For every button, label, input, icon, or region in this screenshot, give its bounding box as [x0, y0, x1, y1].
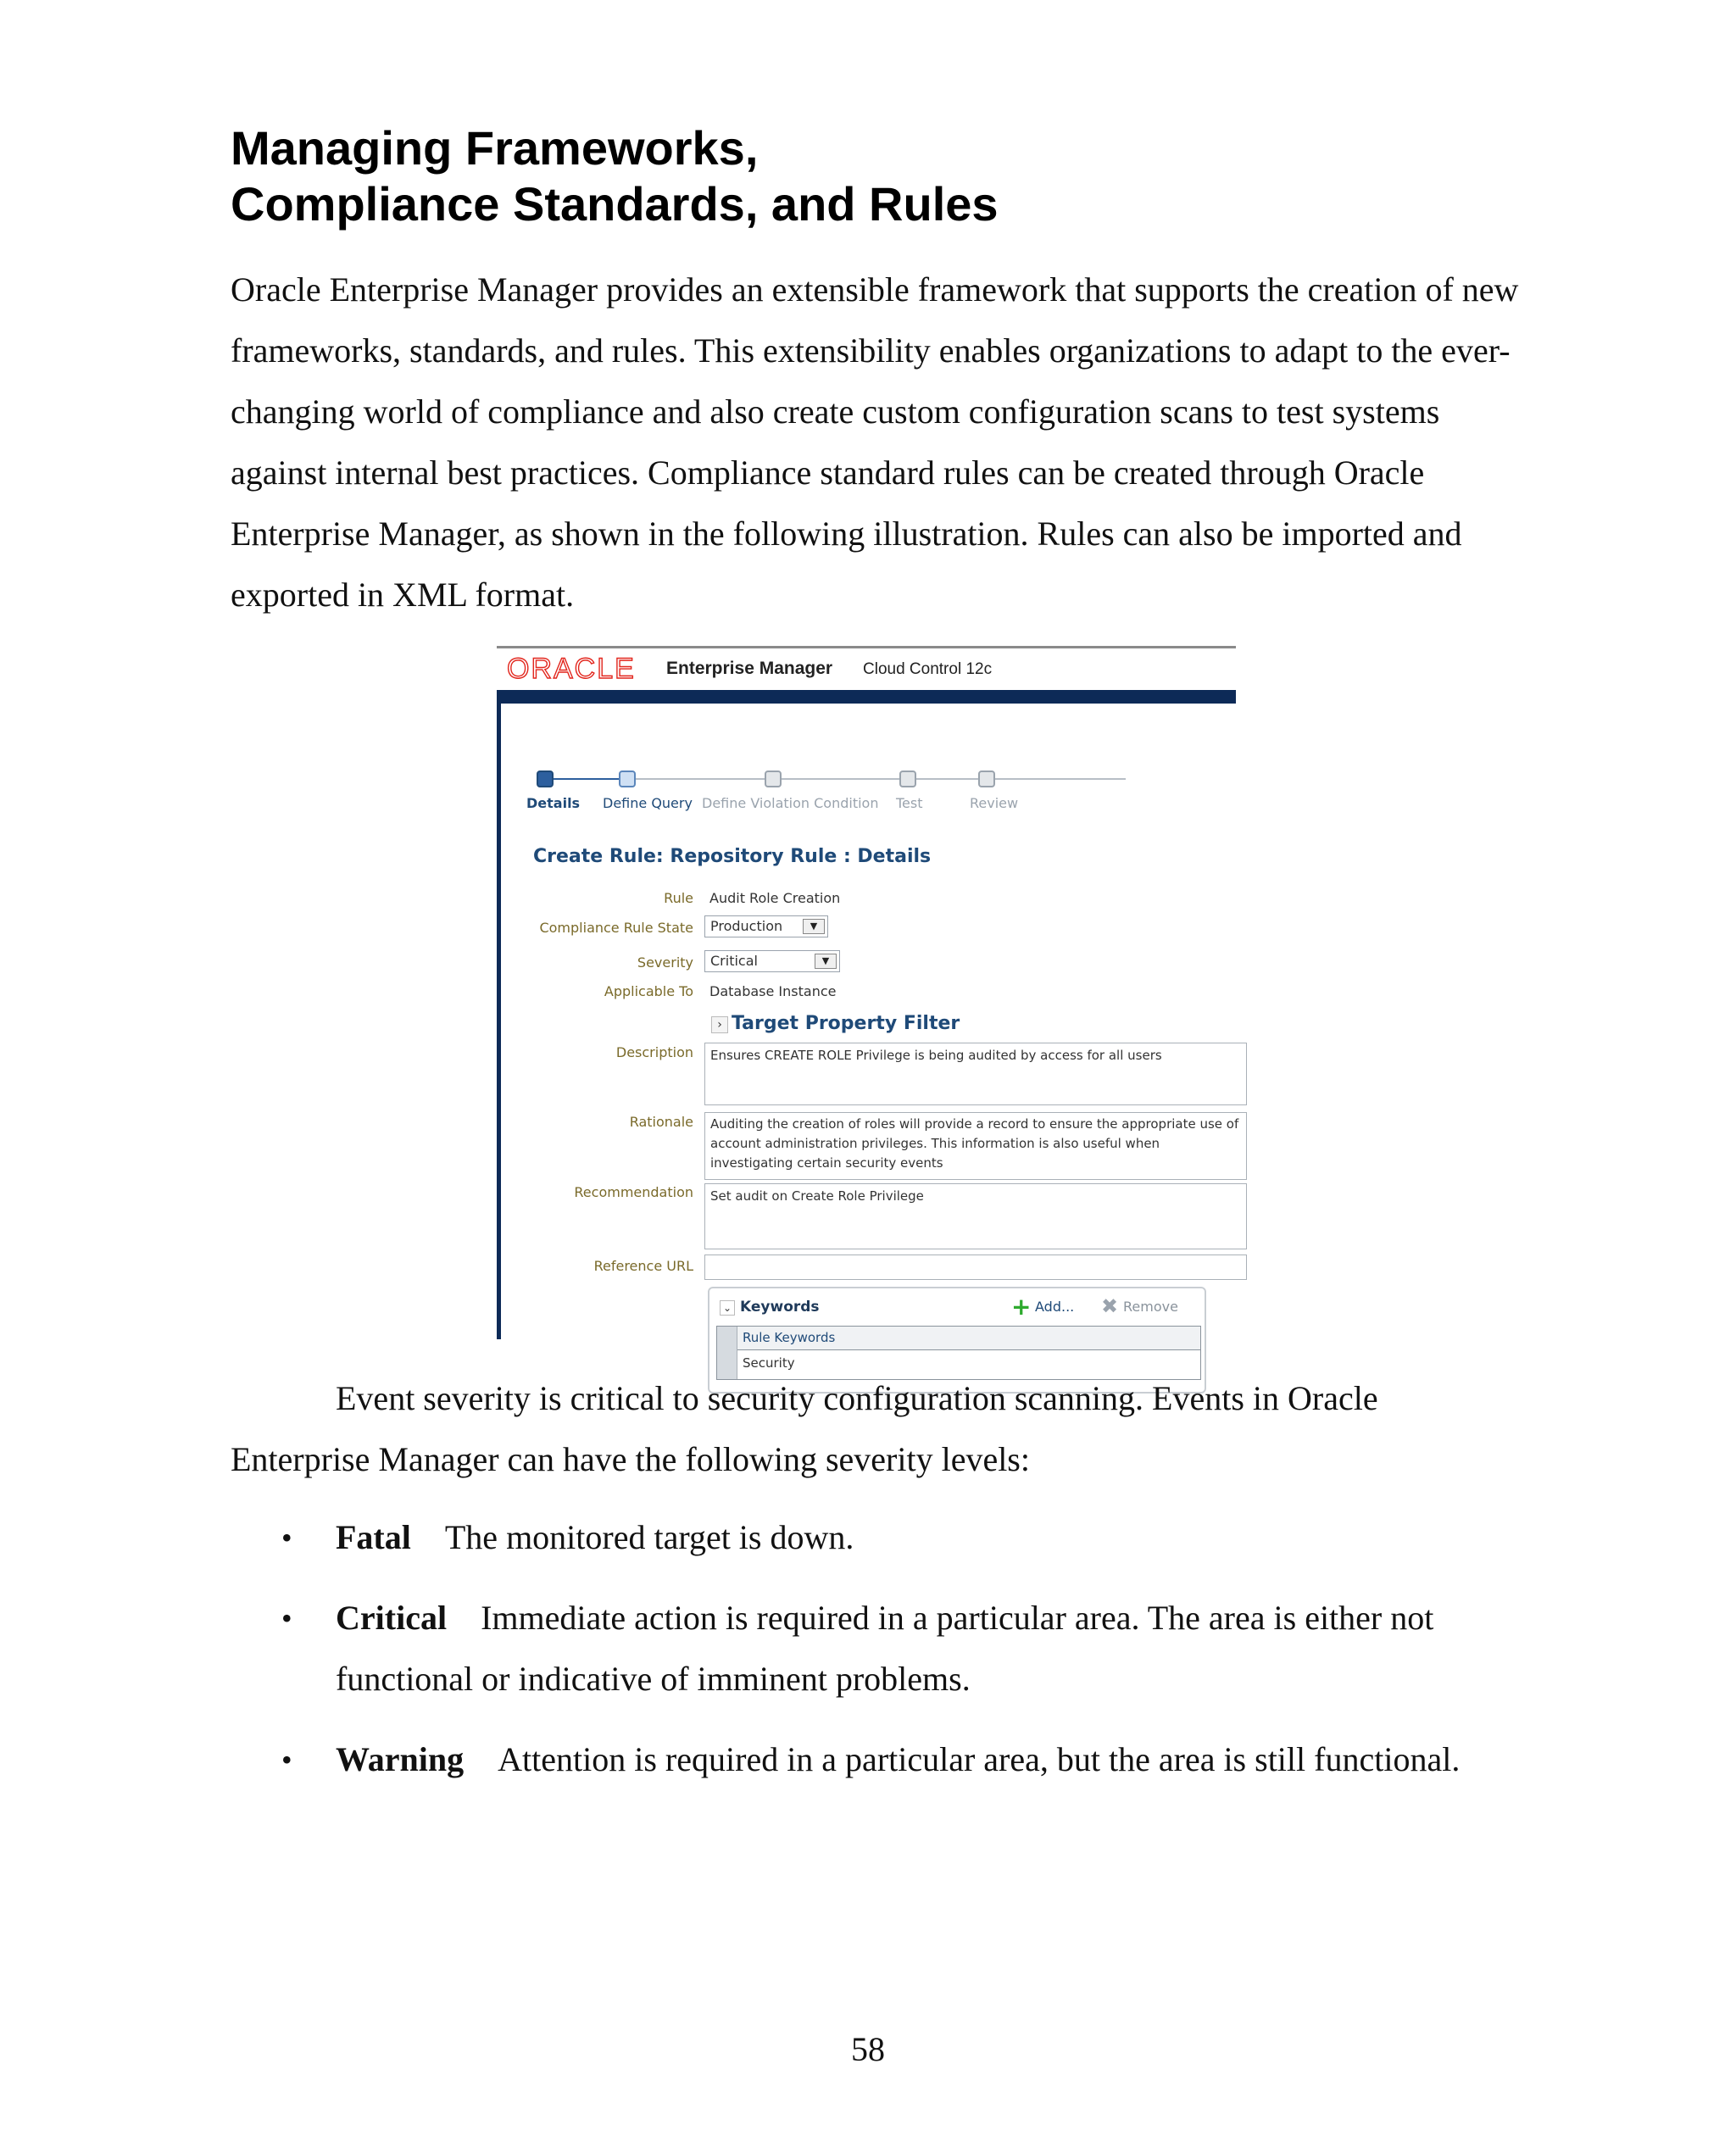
train-step-review-node[interactable]	[978, 771, 995, 787]
severity-intro-paragraph	[231, 1368, 1519, 1490]
severity-term: Fatal	[336, 1518, 411, 1556]
page-number: 58	[851, 2030, 885, 2068]
train-line-active	[548, 778, 626, 780]
severity-select[interactable]	[704, 950, 840, 972]
train-step-details-node[interactable]	[537, 771, 554, 787]
state-select-value: Production	[710, 918, 783, 934]
intro-paragraph: Oracle Enterprise Manager provides an extensible framework that supports the creation of new frameworks, standards, and rules. This extensibility enables organizations to adapt to the ever-changing world of compliance and also create custom configuration scans to test systems against internal best practices. Compliance standard rules can be created through Oracle Enterprise Manager, as shown in the following illustration. Rules can also be imported and exported in XML format.	[231, 270, 1519, 614]
state-select[interactable]	[704, 915, 828, 937]
em-brand-bar	[497, 648, 1236, 689]
app-title: Enterprise Manager	[666, 659, 833, 678]
column-header-rule-keywords[interactable]: Rule Keywords	[743, 1330, 836, 1345]
add-icon[interactable]: +	[1011, 1293, 1032, 1321]
section-heading	[231, 120, 1502, 232]
remove-keyword-button[interactable]: Remove	[1123, 1299, 1178, 1315]
severity-label: Severity	[637, 954, 693, 971]
train-step-review[interactable]: Review	[970, 795, 1019, 811]
bullet-icon: •	[281, 1601, 292, 1635]
train-step-details[interactable]: Details	[526, 795, 581, 811]
severity-term: Critical	[336, 1599, 448, 1637]
em-screenshot-figure	[497, 646, 1239, 1371]
chevron-down-icon[interactable]: ⌄	[720, 1300, 735, 1316]
severity-term: Warning	[336, 1740, 465, 1778]
severity-desc: Immediate action is required in a particular area. The area is either not functional or indicative of imminent problems.	[336, 1599, 1434, 1698]
train-step-define-query[interactable]: Define Query	[603, 795, 693, 811]
recommendation-field[interactable]: Set audit on Create Role Privilege	[704, 1183, 1247, 1249]
chevron-down-icon[interactable]: ▼	[803, 919, 825, 934]
applicable-value: Database Instance	[709, 983, 837, 999]
rationale-label: Rationale	[629, 1114, 693, 1130]
rule-value: Audit Role Creation	[709, 890, 841, 906]
reference-url-field[interactable]	[704, 1255, 1247, 1280]
form-title: Create Rule: Repository Rule : Details	[533, 846, 932, 867]
train-step-test-node[interactable]	[899, 771, 916, 787]
train-step-define-query-node[interactable]	[619, 771, 636, 787]
description-field[interactable]: Ensures CREATE ROLE Privilege is being audited by access for all users	[704, 1043, 1247, 1105]
list-item-text	[336, 1507, 1514, 1568]
heading-line-2: Compliance Standards, and Rules	[231, 177, 999, 231]
train-line-pending	[626, 778, 1126, 780]
list-item-text	[336, 1588, 1514, 1710]
create-rule-panel	[501, 704, 1239, 1371]
severity-desc: The monitored target is down.	[444, 1518, 854, 1556]
keywords-title: Keywords	[740, 1299, 820, 1316]
remove-icon[interactable]: ✖	[1101, 1294, 1119, 1318]
add-keyword-button[interactable]: Add...	[1035, 1299, 1075, 1315]
description-label: Description	[615, 1044, 693, 1060]
applicable-label: Applicable To	[604, 983, 693, 999]
list-item-text	[336, 1729, 1514, 1790]
em-header-bar	[497, 690, 1236, 704]
chevron-right-icon[interactable]: ›	[711, 1016, 728, 1033]
app-subtitle: Cloud Control 12c	[863, 660, 993, 678]
bullet-icon: •	[281, 1521, 292, 1555]
severity-select-value: Critical	[710, 953, 758, 969]
train-step-test[interactable]: Test	[896, 795, 923, 811]
target-property-filter[interactable]: Target Property Filter	[732, 1013, 960, 1034]
rule-label: Rule	[664, 890, 693, 906]
heading-line-1: Managing Frameworks,	[231, 121, 759, 175]
reference-url-label: Reference URL	[593, 1258, 693, 1274]
train-step-violation-node[interactable]	[765, 771, 782, 787]
bullet-icon: •	[281, 1743, 292, 1777]
rationale-field[interactable]: Auditing the creation of roles will provide a record to ensure the appropriate use of account administration privileges. This information is also useful when investigating certain security events	[704, 1112, 1247, 1180]
train-step-violation[interactable]: Define Violation Condition	[702, 795, 879, 811]
chevron-down-icon[interactable]: ▼	[815, 954, 837, 969]
table-row[interactable]: Security	[743, 1355, 795, 1371]
severity-intro-text: Event severity is critical to security configuration scanning. Events in Oracle Enterprise Manager can have the following severity levels:	[231, 1379, 1378, 1478]
state-label: Compliance Rule State	[539, 920, 693, 936]
oracle-logo: ORACLE	[507, 653, 636, 685]
recommendation-label: Recommendation	[574, 1184, 693, 1200]
severity-desc: Attention is required in a particular area, but the area is still functional.	[498, 1740, 1461, 1778]
